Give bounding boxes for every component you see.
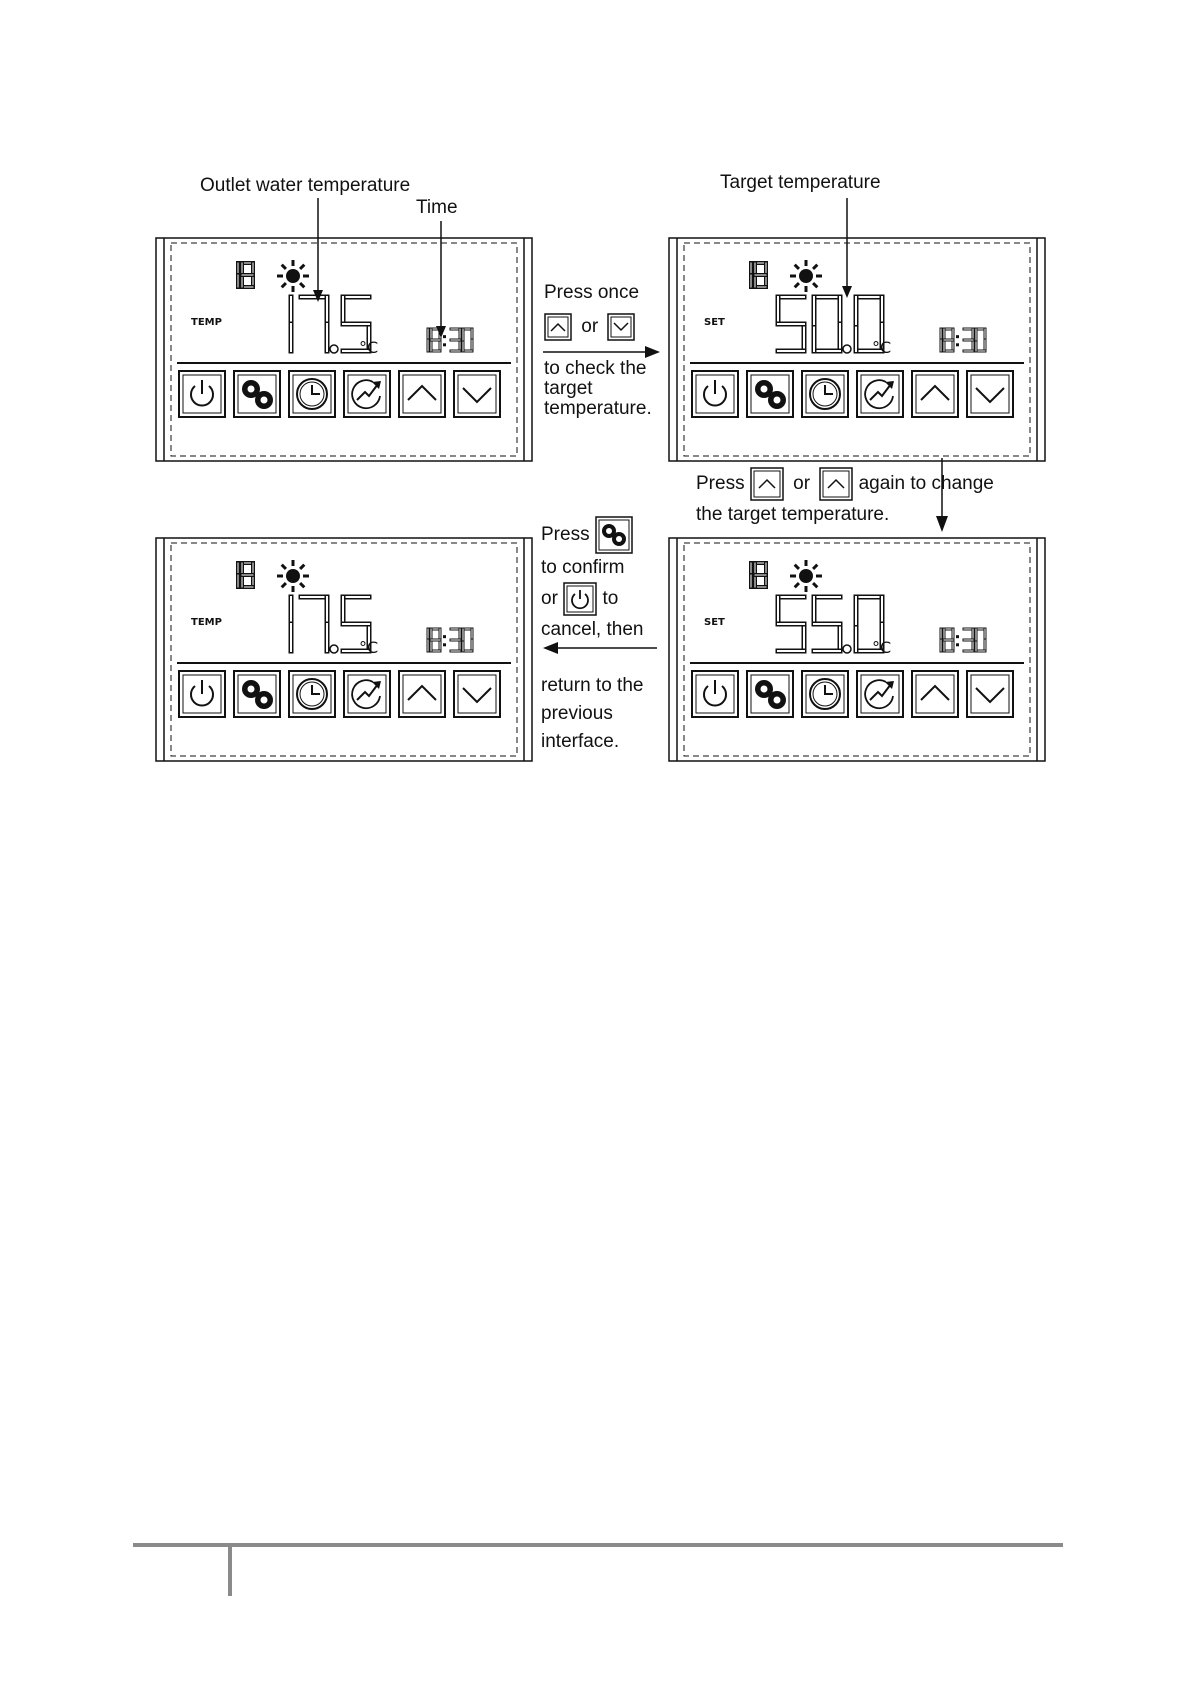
step1-line4: temperature.: [544, 398, 652, 419]
step2-press: Press: [696, 473, 745, 494]
temperature-unit: °C: [359, 338, 379, 357]
down-arrow-icon: [607, 313, 635, 341]
boost-icon: [857, 671, 903, 717]
step3-interface: interface.: [541, 731, 620, 752]
time-readout-colon-bottom: [956, 643, 959, 646]
step2-text: [696, 467, 994, 529]
step3-cancel: cancel, then: [541, 619, 644, 640]
step2-line1: [696, 467, 994, 501]
clock-icon: [802, 671, 848, 717]
mode-gears-icon: [747, 671, 793, 717]
mode-gears-icon: [747, 371, 793, 417]
power-icon: [563, 582, 597, 616]
clock-icon: [802, 371, 848, 417]
up-arrow-icon: [544, 313, 572, 341]
power-icon: [179, 371, 225, 417]
lcd-panel-drawing: [668, 537, 1046, 762]
step3-previous: previous: [541, 703, 613, 724]
mode-tag: SET: [704, 617, 725, 628]
lcd-panel-drawing: [155, 537, 533, 762]
mode-tag: SET: [704, 317, 725, 328]
boost-icon: [344, 371, 390, 417]
up-arrow-icon: [912, 371, 958, 417]
target-temperature-label: Target temperature: [720, 172, 881, 193]
time-readout-colon-top: [443, 635, 446, 638]
time-label: Time: [416, 197, 458, 218]
time-readout-colon-top: [443, 335, 446, 338]
panel-return: [155, 537, 533, 767]
step3-press: Press: [541, 524, 590, 545]
time-readout-colon-top: [956, 335, 959, 338]
sun-heating-icon: [277, 260, 309, 292]
footer-tick: [228, 1543, 232, 1596]
panel-check-target: [668, 237, 1046, 467]
step2-line2: the target temperature.: [696, 504, 890, 525]
boost-icon: [344, 671, 390, 717]
step1-line2: to check the: [544, 358, 647, 379]
up-arrow-icon: [819, 467, 853, 501]
step1-line-or: [544, 313, 652, 341]
up-arrow-icon: [399, 671, 445, 717]
sun-heating-icon: [277, 560, 309, 592]
power-icon: [179, 671, 225, 717]
step1-line1: Press once: [544, 282, 640, 303]
step3-return: return to the: [541, 675, 644, 696]
step3-or: or: [541, 588, 558, 609]
step1-text: [544, 283, 652, 419]
step1-or: or: [581, 316, 599, 337]
lcd-panel-drawing: [155, 237, 533, 462]
clock-icon: [289, 371, 335, 417]
temperature-unit: °C: [872, 638, 892, 657]
mode-tag: TEMP: [191, 617, 222, 628]
step3-line1: [541, 516, 643, 554]
step3-line3: [541, 582, 643, 616]
lcd-panel-drawing: [668, 237, 1046, 462]
time-readout-colon-bottom: [443, 643, 446, 646]
step2-or: or: [793, 473, 811, 494]
step1-line3: target: [544, 378, 593, 399]
down-arrow-icon: [967, 371, 1013, 417]
time-readout-colon-bottom: [956, 343, 959, 346]
sun-heating-icon: [790, 560, 822, 592]
up-arrow-icon: [750, 467, 784, 501]
sun-heating-icon: [790, 260, 822, 292]
boost-icon: [857, 371, 903, 417]
down-arrow-icon: [454, 371, 500, 417]
step3-text: [541, 516, 643, 756]
panel-change-target: [668, 537, 1046, 767]
temperature-unit: °C: [872, 338, 892, 357]
step3-to: to: [602, 588, 619, 609]
mode-tag: TEMP: [191, 317, 222, 328]
step2-again: again to change: [858, 473, 994, 494]
time-readout-colon-top: [956, 635, 959, 638]
time-readout-colon-bottom: [443, 343, 446, 346]
mode-gears-icon: [595, 516, 633, 554]
panel-initial: [155, 237, 533, 467]
outlet-water-temperature-label: Outlet water temperature: [200, 175, 411, 196]
power-icon: [692, 671, 738, 717]
step3-confirm: to confirm: [541, 557, 625, 578]
mode-gears-icon: [234, 371, 280, 417]
temperature-unit: °C: [359, 638, 379, 657]
mode-gears-icon: [234, 671, 280, 717]
down-arrow-icon: [967, 671, 1013, 717]
up-arrow-icon: [399, 371, 445, 417]
power-icon: [692, 371, 738, 417]
footer-rule: [133, 1543, 1063, 1547]
down-arrow-icon: [454, 671, 500, 717]
clock-icon: [289, 671, 335, 717]
up-arrow-icon: [912, 671, 958, 717]
